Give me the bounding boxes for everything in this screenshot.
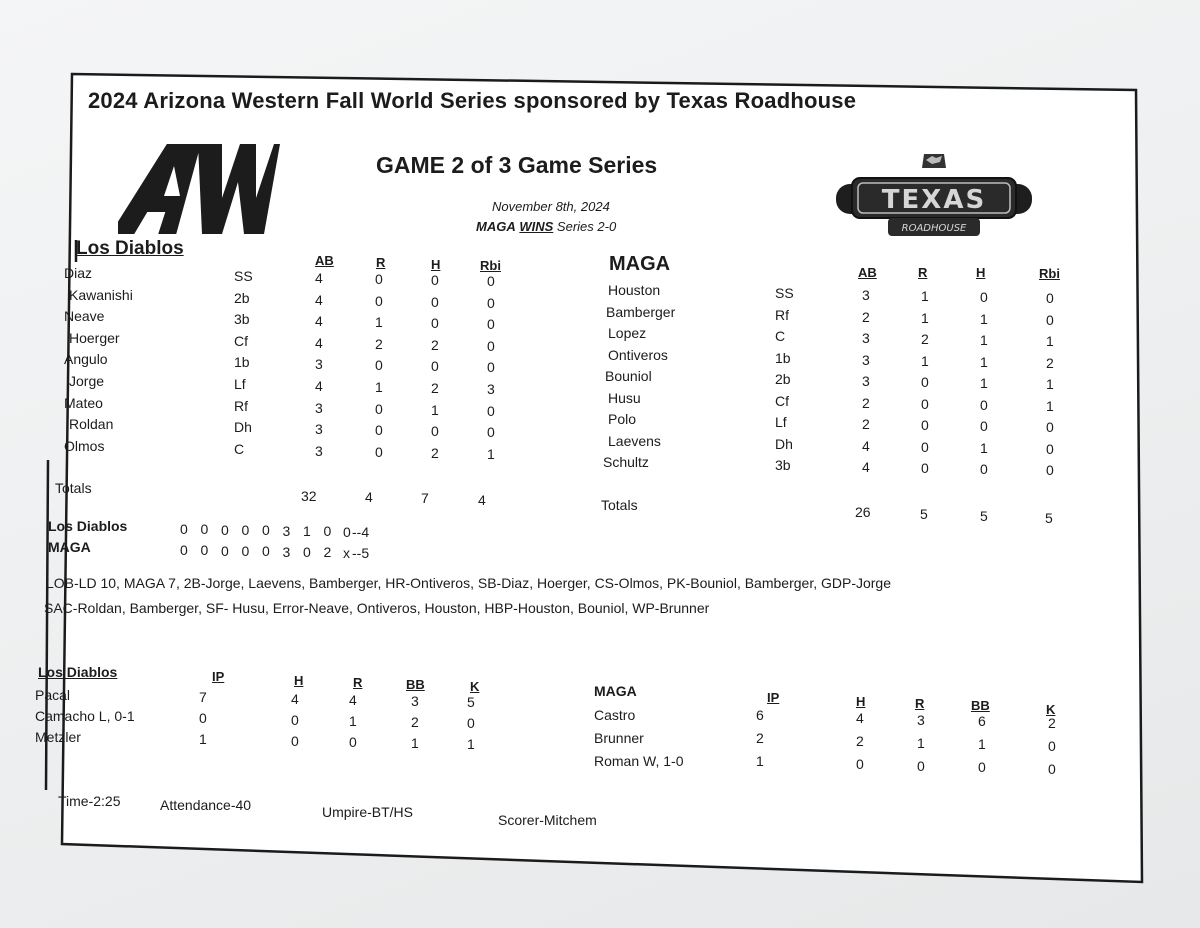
maga-batter-pos: 2b [775,371,791,387]
maga-batter-pos: Cf [775,393,789,409]
ld-pitcher-ip: 0 [199,710,207,726]
maga-pitcher-r: 1 [917,735,925,751]
ld-batter-h: 2 [431,380,439,396]
maga-pitching-header: MAGA [594,683,637,699]
maga-batter-ab: 3 [862,330,870,346]
line-score-inning: 0 [180,521,188,537]
maga-batter-rbi: 2 [1046,355,1054,371]
ld-pitching-col-header: BB [406,677,425,692]
maga-header-ab: AB [858,265,877,280]
ld-batter-rbi: 0 [487,338,495,354]
ld-batter-ab: 4 [315,292,323,308]
maga-pitcher-bb: 6 [978,713,986,729]
notes-line-1: LOB-LD 10, MAGA 7, 2B-Jorge, Laevens, Bamberger, HR-Ontiveros, SB-Diaz, Hoerger, CS-Olmos, PK-Bouniol, Bamberger, GDP-Jorge [46,575,892,591]
maga-pitcher-name: Roman W, 1-0 [594,753,684,769]
ld-header-ab: AB [315,253,334,268]
maga-batter-name: Schultz [603,454,649,470]
maga-pitcher-k: 0 [1048,761,1056,777]
ld-batter-pos: 1b [234,354,250,370]
maga-batter-ab: 4 [862,438,870,454]
line-score-inning: 0 [262,543,270,559]
ld-batter-h: 0 [431,315,439,331]
ld-batter-rbi: 1 [487,446,495,462]
ld-pitcher-bb: 2 [411,714,419,730]
texas-logo-text: TEXAS [881,185,987,215]
footer-scorer: Scorer-Mitchem [498,812,597,828]
maga-pitcher-h: 4 [856,710,864,726]
maga-batter-rbi: 0 [1046,290,1054,306]
ld-pitcher-ip: 7 [199,689,207,705]
maga-pitcher-r: 3 [917,712,925,728]
maga-batter-r: 2 [921,331,929,347]
maga-batter-h: 1 [980,440,988,456]
ld-pitching-header: Los Diablos [38,664,118,680]
maga-batter-ab: 2 [862,309,870,325]
maga-batter-h: 1 [980,311,988,327]
ld-pitcher-r: 0 [349,734,357,750]
maga-batter-ab: 3 [862,373,870,389]
ld-total-ab: 32 [301,488,317,504]
maga-pitcher-name: Castro [594,707,636,723]
line-score-inning: 0 [200,521,209,537]
ld-batter-rbi: 3 [487,381,495,397]
maga-batter-pos: SS [775,285,794,301]
maga-batter-h: 0 [980,461,988,477]
maga-batting-header: MAGA [609,253,671,275]
maga-batter-pos: Dh [775,436,793,452]
line-score-inning: 0 [241,522,250,538]
maga-batter-r: 0 [921,439,929,455]
ld-batter-ab: 4 [315,313,323,329]
maga-batter-r: 0 [921,396,929,412]
maga-batter-pos: 1b [775,350,791,366]
ld-batter-rbi: 0 [487,403,495,419]
maga-totals-label: Totals [601,497,638,513]
maga-batter-pos: Lf [775,414,787,430]
ld-batter-h: 1 [431,402,439,418]
maga-batter-rbi: 1 [1046,376,1054,392]
maga-pitcher-name: Brunner [594,730,644,746]
line-score-inning: 0 [241,543,250,559]
ld-batter-r: 0 [375,401,383,417]
line-score-inning: 1 [303,523,311,539]
maga-batter-r: 0 [921,374,929,390]
line-score-inning: 0 [323,523,332,539]
maga-pitcher-ip: 6 [756,707,764,723]
ld-batter-pos: 3b [234,311,250,327]
footer-umpire: Umpire-BT/HS [322,804,414,820]
game-label: GAME 2 of 3 Game Series [376,152,658,178]
ld-batter-pos: SS [234,268,253,284]
ld-batter-pos: Lf [234,376,246,392]
ld-pitcher-r: 1 [349,713,357,729]
ld-batter-name: Angulo [64,351,108,367]
maga-total-r: 5 [920,506,928,522]
ld-batter-ab: 3 [315,356,323,372]
ld-header-h: H [431,257,441,272]
maga-batter-rbi: 1 [1046,398,1054,414]
maga-batter-h: 1 [980,375,988,391]
maga-pitcher-k: 2 [1048,715,1056,731]
ld-totals-label: Totals [55,480,92,496]
ld-pitching-col-header: K [470,679,480,694]
maga-batter-ab: 3 [862,287,870,303]
line-score-final: --4 [352,524,370,540]
maga-batter-ab: 3 [862,352,870,368]
maga-header-rbi: Rbi [1039,266,1060,281]
maga-batter-h: 1 [980,354,988,370]
maga-batter-h: 0 [980,418,988,434]
ld-batter-r: 1 [375,314,383,330]
ld-batter-pos: 2b [234,290,250,306]
maga-batter-name: Polo [608,411,637,427]
ld-batter-pos: Rf [234,398,248,414]
maga-batter-ab: 2 [862,395,870,411]
document-title: 2024 Arizona Western Fall World Series sponsored by Texas Roadhouse [88,88,857,113]
ld-batter-r: 0 [375,293,383,309]
maga-batter-r: 1 [921,310,929,326]
ld-total-rbi: 4 [478,492,486,508]
ld-batter-ab: 3 [315,400,323,416]
ld-batter-r: 2 [375,336,383,352]
maga-batter-rbi: 1 [1046,333,1054,349]
maga-pitcher-bb: 1 [978,736,986,752]
ld-pitcher-h: 0 [291,733,299,749]
ld-batter-r: 0 [375,271,383,287]
ld-pitching-col-header: R [353,675,363,690]
ld-batter-name: Neave [64,308,105,324]
maga-total-ab: 26 [855,504,871,520]
maga-pitcher-bb: 0 [978,759,986,775]
ld-batter-name: Hoerger [69,330,120,346]
footer-attendance: Attendance-40 [160,797,252,813]
line-score-inning: 0 [221,543,229,559]
line-score-inning: 2 [323,544,332,560]
ld-batter-rbi: 0 [487,359,495,375]
maga-total-rbi: 5 [1045,510,1053,526]
maga-pitching-col-header: H [856,694,866,709]
maga-pitching-col-header: K [1046,702,1056,717]
line-score-inning: 0 [221,522,229,538]
aw-logo [118,136,283,240]
result-team: MAGA [476,219,516,234]
ld-batter-rbi: 0 [487,273,495,289]
ld-pitcher-name: Pacal [35,687,71,703]
maga-batter-r: 1 [921,353,929,369]
ld-pitcher-bb: 1 [411,735,419,751]
line-score-team: Los Diablos [48,518,128,534]
maga-batter-ab: 4 [862,459,870,475]
ld-pitcher-bb: 3 [411,693,419,709]
line-score-last: x [343,545,350,561]
ld-pitcher-name: Camacho L, 0-1 [35,708,135,724]
ld-batter-name: Mateo [64,395,103,411]
maga-batter-name: Laevens [608,433,661,449]
maga-batter-h: 0 [980,289,988,305]
maga-header-r: R [918,265,928,280]
maga-batter-h: 1 [980,332,988,348]
maga-batter-name: Husu [608,390,641,406]
ld-batter-h: 0 [431,423,439,439]
maga-batter-ab: 2 [862,416,870,432]
ld-batter-ab: 3 [315,443,323,459]
maga-pitcher-r: 0 [917,758,925,774]
maga-batter-pos: 3b [775,457,791,473]
maga-batter-name: Houston [608,282,661,298]
ld-batter-h: 2 [431,445,439,461]
ld-batter-rbi: 0 [487,424,495,440]
maga-pitching-col-header: IP [767,690,780,705]
maga-pitching-col-header: BB [971,698,990,713]
ld-batter-rbi: 0 [487,295,495,311]
ld-batter-h: 2 [431,337,439,353]
ld-batter-r: 0 [375,357,383,373]
maga-pitcher-k: 0 [1048,738,1056,754]
ld-batter-ab: 3 [315,421,323,437]
maga-batter-name: Lopez [608,325,647,341]
line-score-inning: 3 [282,544,291,560]
footer-time: Time-2:25 [58,793,121,809]
line-score-inning: 0 [180,542,188,558]
result-line [476,219,616,234]
ld-batter-rbi: 0 [487,316,495,332]
ld-pitcher-k: 1 [467,736,475,752]
ld-header-r: R [376,255,386,270]
ld-batter-name: Roldan [69,416,114,432]
ld-batter-name: Kawanishi [69,287,133,303]
maga-header-h: H [976,265,986,280]
ld-pitcher-h: 4 [291,691,299,707]
ld-pitcher-name: Metzler [35,729,81,745]
ld-batter-pos: Cf [234,333,248,349]
maga-batter-rbi: 0 [1046,419,1054,435]
maga-batter-pos: C [775,328,786,344]
ld-pitching-col-header: H [294,673,304,688]
maga-total-h: 5 [980,508,988,524]
maga-batter-pos: Rf [775,307,789,323]
maga-batter-rbi: 0 [1046,462,1054,478]
line-score-inning: 0 [200,542,209,558]
ld-batter-r: 1 [375,379,383,395]
line-score-inning: 0 [262,522,270,538]
ld-pitcher-k: 0 [467,715,475,731]
ld-batter-h: 0 [431,294,439,310]
maga-batter-name: Bamberger [606,304,676,320]
roadhouse-logo-text: ROADHOUSE [901,223,967,234]
line-score-inning: 3 [282,523,291,539]
texas-roadhouse-logo [832,150,1036,242]
line-score-last: 0 [343,524,351,540]
ld-pitcher-k: 5 [467,694,475,710]
ld-batter-h: 0 [431,272,439,288]
ld-header-rbi: Rbi [480,258,501,273]
los-diablos-batting-header: Los Diablos [76,238,184,259]
ld-total-h: 7 [421,490,429,506]
maga-batter-h: 0 [980,397,988,413]
ld-batter-name: Jorge [69,373,105,389]
ld-pitcher-r: 4 [349,692,357,708]
line-score-inning: 0 [303,544,311,560]
ld-batter-name: Olmos [64,438,105,454]
ld-batter-ab: 4 [315,335,323,351]
ld-pitcher-ip: 1 [199,731,207,747]
result-series: Series 2-0 [556,219,617,234]
result-wins: WINS [519,219,554,234]
maga-pitcher-h: 0 [856,756,864,772]
maga-batter-name: Bouniol [605,368,652,384]
ld-batter-r: 0 [375,444,383,460]
maga-batter-r: 0 [921,460,929,476]
ld-batter-ab: 4 [315,270,323,286]
maga-pitcher-ip: 2 [756,730,764,746]
ld-batter-pos: C [234,441,245,457]
ld-batter-name: Diaz [64,265,93,281]
maga-batter-rbi: 0 [1046,312,1054,328]
line-score-final: --5 [352,545,370,561]
line-score-team: MAGA [48,539,91,555]
maga-pitcher-ip: 1 [756,753,764,769]
notes-line-2: SAC-Roldan, Bamberger, SF- Husu, Error-Neave, Ontiveros, Houston, HBP-Houston, Bouniol, WP-Brunner [44,600,710,616]
maga-batter-r: 0 [921,417,929,433]
maga-batter-rbi: 0 [1046,441,1054,457]
ld-batter-pos: Dh [234,419,252,435]
maga-batter-r: 1 [921,288,929,304]
ld-batter-ab: 4 [315,378,323,394]
ld-batter-r: 0 [375,422,383,438]
ld-batter-h: 0 [431,358,439,374]
maga-pitching-col-header: R [915,696,925,711]
ld-pitcher-h: 0 [291,712,299,728]
maga-pitcher-h: 2 [856,733,864,749]
ld-total-r: 4 [365,489,373,505]
maga-batter-name: Ontiveros [608,347,668,363]
ld-pitching-col-header: IP [212,669,225,684]
game-date: November 8th, 2024 [492,199,610,214]
